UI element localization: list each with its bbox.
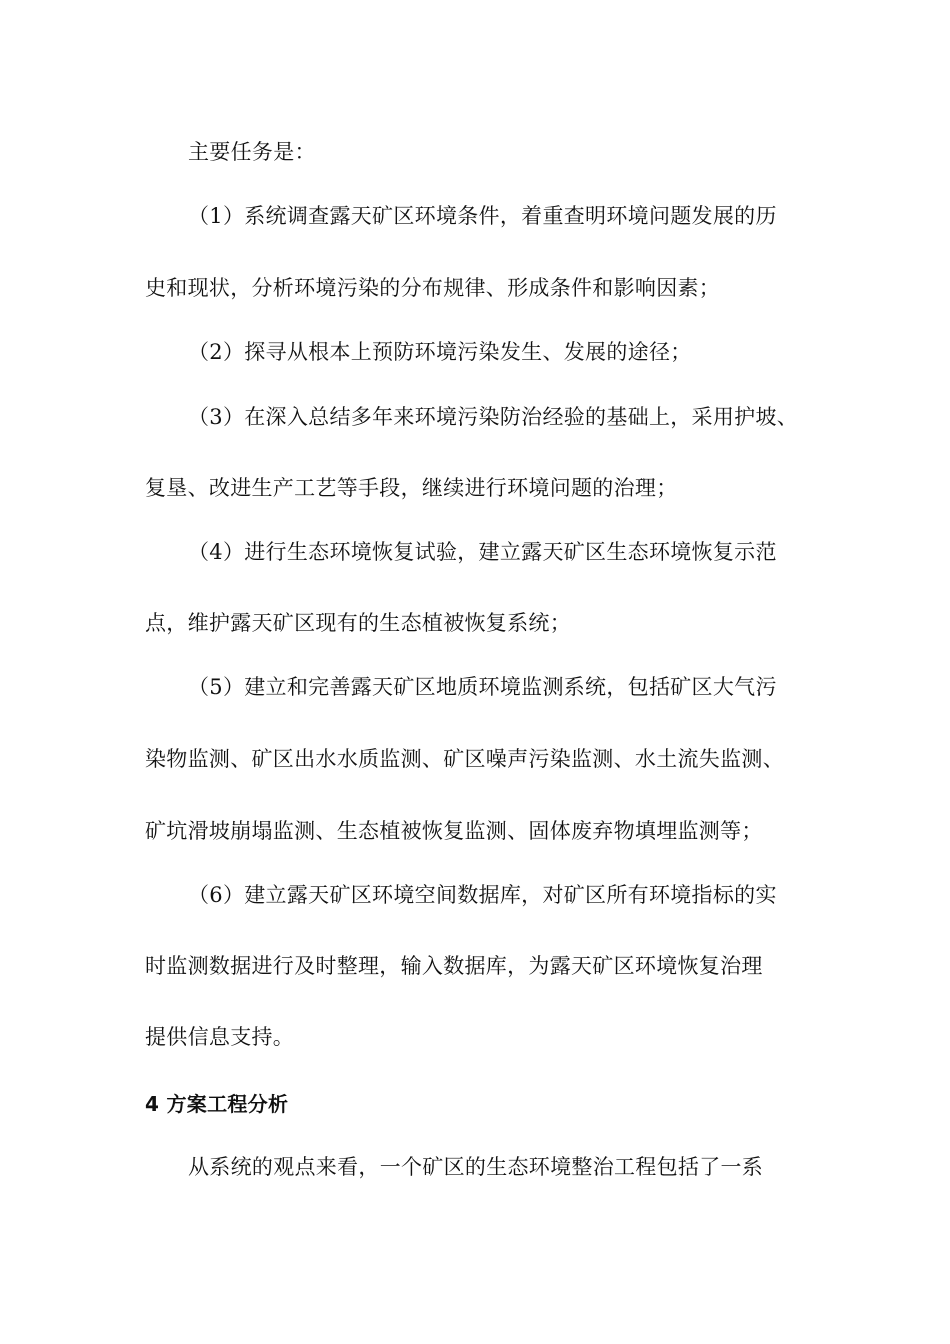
task-6-line-1: （6）建立露天矿区环境空间数据库，对矿区所有环境指标的实	[188, 883, 777, 907]
task-1-line-2: 史和现状，分析环境污染的分布规律、形成条件和影响因素；	[145, 276, 721, 300]
task-3-line-1: （3）在深入总结多年来环境污染防治经验的基础上，采用护坡、	[188, 405, 799, 429]
section-paragraph-line-1: 从系统的观点来看，一个矿区的生态环境整治工程包括了一系	[188, 1155, 764, 1179]
task-4-line-1: （4）进行生态环境恢复试验，建立露天矿区生态环境恢复示范	[188, 540, 777, 564]
section-heading: 4 方案工程分析	[145, 1092, 289, 1116]
task-4-line-2: 点，维护露天矿区现有的生态植被恢复系统；	[145, 611, 571, 635]
intro-line: 主要任务是：	[188, 140, 316, 164]
task-2-line-1: （2）探寻从根本上预防环境污染发生、发展的途径；	[188, 340, 692, 364]
task-3-line-2: 复垦、改进生产工艺等手段，继续进行环境问题的治理；	[145, 476, 678, 500]
task-5-line-1: （5）建立和完善露天矿区地质环境监测系统，包括矿区大气污	[188, 675, 777, 699]
task-5-line-3: 矿坑滑坡崩塌监测、生态植被恢复监测、固体废弃物填埋监测等；	[145, 819, 763, 843]
task-6-line-2: 时监测数据进行及时整理，输入数据库，为露天矿区环境恢复治理	[145, 954, 763, 978]
task-1-line-1: （1）系统调查露天矿区环境条件，着重查明环境问题发展的历	[188, 204, 777, 228]
task-5-line-2: 染物监测、矿区出水水质监测、矿区噪声污染监测、水土流失监测、	[145, 747, 784, 771]
task-6-line-3: 提供信息支持。	[145, 1025, 295, 1049]
